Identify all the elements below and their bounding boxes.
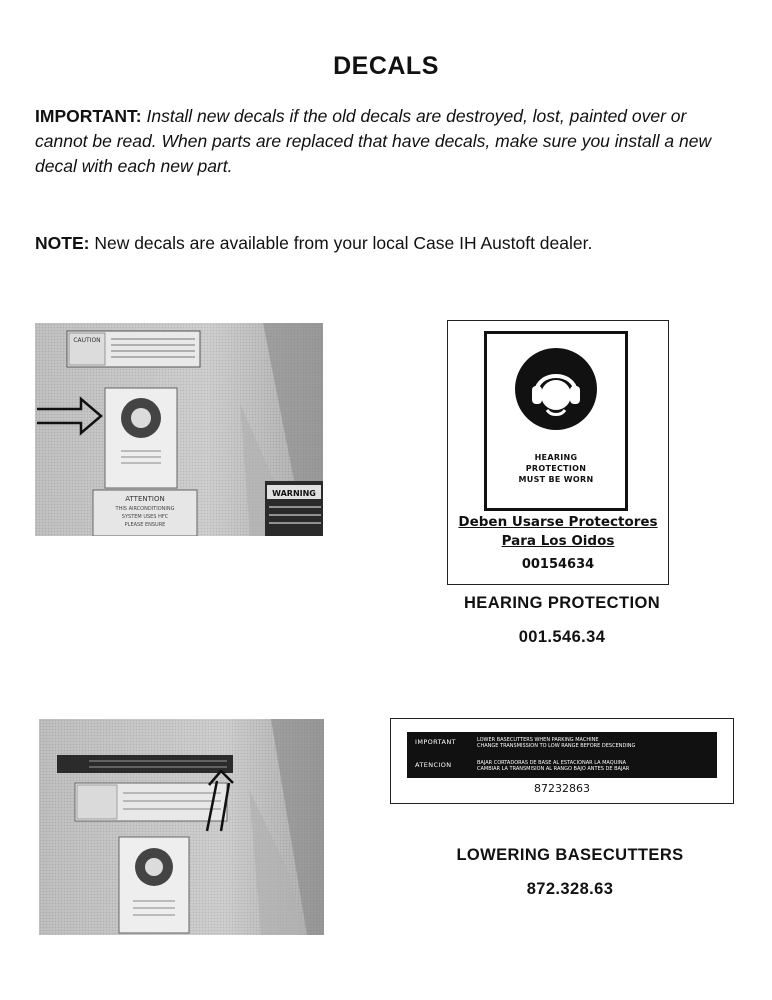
important-text: Install new decals if the old decals are destroyed, lost, painted over or cannot be read. When parts are replaced that have decals, make sure you install a new decal with each new part. (35, 106, 712, 176)
lowering-basecutters-part-number: 872.328.63 (526, 880, 614, 898)
photo1-warning-label: WARNING (272, 489, 316, 498)
basecutter-row2-label: ATENCION (415, 761, 452, 769)
hearing-english-line: PROTECTION (525, 464, 587, 473)
hearing-decal-location-photo (35, 323, 323, 536)
page-title: DECALS (333, 52, 439, 80)
important-label: IMPORTANT: (35, 106, 142, 126)
hearing-spanish-line-1: Deben Usarse Protectores (458, 514, 658, 530)
hearing-protection-panel (484, 331, 628, 511)
basecutter-row1-text (477, 737, 709, 749)
hearing-protection-caption: HEARING PROTECTION (463, 594, 661, 612)
photo1-attention-line-0: ATTENTION (125, 495, 165, 503)
basecutter-decal-code: 87232863 (534, 782, 590, 795)
note-text: New decals are available from your local Case IH Austoft dealer. (94, 233, 593, 253)
basecutter-row2-line: CAMBIAR LA TRANSMISION AL RANGO BAJO ANTES DE BAJAR (477, 766, 630, 772)
basecutter-row2-text (477, 760, 709, 772)
hearing-english-text (487, 452, 625, 485)
photo1-caution-label: CAUTION (73, 337, 101, 344)
basecutter-row1-line: LOWER BASECUTTERS WHEN PARKING MACHINE (477, 737, 599, 743)
hearing-decal-code: 00154634 (521, 557, 595, 572)
lowering-basecutters-decal (390, 718, 734, 804)
basecutter-row-spanish (407, 755, 717, 778)
photo1-attention-line-2: SYSTEM USES HFC (121, 514, 169, 520)
hearing-protection-part-number: 001.546.34 (518, 628, 606, 646)
basecutter-decal-band (407, 732, 717, 778)
basecutter-row1-label: IMPORTANT (415, 738, 456, 746)
basecutter-row1-line: CHANGE TRANSMISSION TO LOW RANGE BEFORE DESCENDING (477, 743, 636, 749)
hearing-spanish-line-2: Para Los Oidos (501, 533, 615, 549)
basecutter-row2-line: BAJAR CORTADORAS DE BASE AL ESTACIONAR LA MAQUINA (477, 760, 626, 766)
note-paragraph (35, 231, 740, 256)
photo1-attention-line-3: PLEASE ENSURE (124, 522, 166, 528)
hearing-english-line: HEARING (534, 453, 578, 462)
hearing-english-line: MUST BE WORN (518, 475, 594, 484)
photo1-attention-line-1: THIS AIRCONDITIONING (115, 506, 175, 512)
basecutter-decal-location-photo (39, 719, 324, 935)
lowering-basecutters-caption: LOWERING BASECUTTERS (456, 846, 684, 864)
photo2-illustration (39, 719, 324, 935)
basecutter-row-english (407, 732, 717, 755)
important-paragraph (35, 104, 740, 179)
note-label: NOTE: (35, 233, 90, 253)
ear-protection-icon (487, 334, 625, 444)
hearing-protection-decal (447, 320, 669, 585)
photo1-illustration (35, 323, 323, 536)
